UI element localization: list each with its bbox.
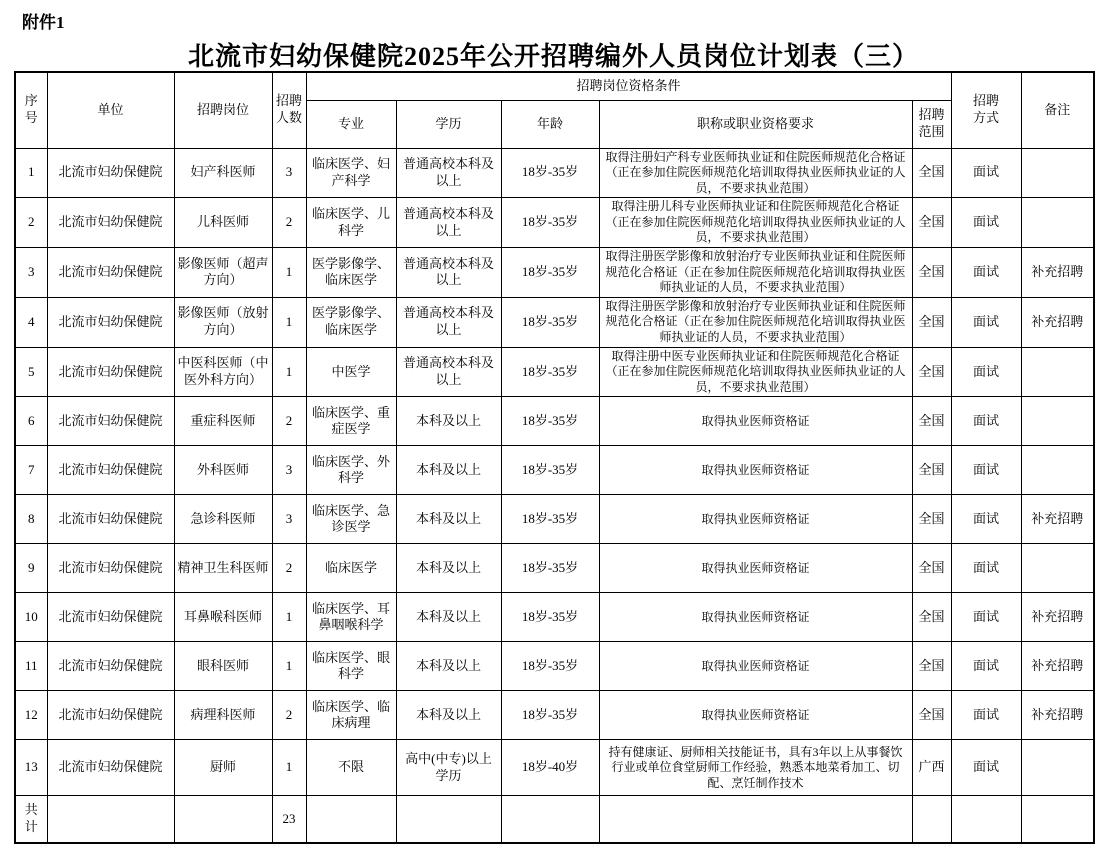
cell-method: 面试 — [951, 495, 1021, 544]
page-title: 北流市妇幼保健院2025年公开招聘编外人员岗位计划表（三） — [187, 42, 919, 71]
cell-count: 3 — [272, 148, 306, 198]
cell-count: 1 — [272, 642, 306, 691]
cell-qualification: 取得注册医学影像和放射治疗专业医师执业证和住院医师规范化合格证（正在参加住院医师规范化培训取得执业医师执业证的人员，不要求执业范围） — [599, 297, 912, 347]
cell-remark — [1021, 148, 1094, 198]
cell-education: 本科及以上 — [396, 495, 501, 544]
cell-unit: 北流市妇幼保健院 — [47, 691, 174, 740]
cell-seq: 7 — [15, 446, 47, 495]
cell-major: 临床医学、急诊医学 — [306, 495, 396, 544]
cell-major: 临床医学、妇产科学 — [306, 148, 396, 198]
cell-count: 1 — [272, 593, 306, 642]
cell-scope: 全国 — [912, 544, 951, 593]
cell-scope: 广西 — [912, 740, 951, 796]
cell-unit: 北流市妇幼保健院 — [47, 642, 174, 691]
cell-seq: 10 — [15, 593, 47, 642]
total-label: 共计 — [15, 796, 47, 843]
cell-qualification: 取得执业医师资格证 — [599, 593, 912, 642]
total-row — [15, 796, 1094, 843]
cell-remark — [1021, 446, 1094, 495]
cell-unit: 北流市妇幼保健院 — [47, 740, 174, 796]
job-plan-table — [14, 71, 1095, 844]
table-row — [15, 297, 1094, 347]
cell-qualification: 取得执业医师资格证 — [599, 495, 912, 544]
cell-unit: 北流市妇幼保健院 — [47, 446, 174, 495]
col-header-remark: 备注 — [1021, 72, 1094, 148]
cell-qualification: 取得执业医师资格证 — [599, 397, 912, 446]
cell-age: 18岁-35岁 — [501, 446, 599, 495]
cell-remark — [1021, 397, 1094, 446]
col-header-method — [951, 72, 1021, 148]
cell-scope: 全国 — [912, 446, 951, 495]
empty-cell — [501, 796, 599, 843]
cell-post: 眼科医师 — [174, 642, 272, 691]
cell-major: 临床医学、外科学 — [306, 446, 396, 495]
cell-count: 1 — [272, 347, 306, 397]
table-row — [15, 347, 1094, 397]
cell-seq: 9 — [15, 544, 47, 593]
cell-post: 儿科医师 — [174, 198, 272, 248]
attachment-label: 附件1 — [22, 13, 65, 32]
col-header-major: 专业 — [306, 100, 396, 148]
cell-education: 普通高校本科及以上 — [396, 347, 501, 397]
cell-age: 18岁-35岁 — [501, 198, 599, 248]
cell-post: 重症科医师 — [174, 397, 272, 446]
cell-method: 面试 — [951, 148, 1021, 198]
cell-seq: 5 — [15, 347, 47, 397]
cell-age: 18岁-35岁 — [501, 297, 599, 347]
cell-major: 不限 — [306, 740, 396, 796]
table-row — [15, 446, 1094, 495]
cell-post: 外科医师 — [174, 446, 272, 495]
cell-method: 面试 — [951, 446, 1021, 495]
cell-remark — [1021, 740, 1094, 796]
cell-post: 精神卫生科医师 — [174, 544, 272, 593]
cell-age: 18岁-35岁 — [501, 148, 599, 198]
cell-qualification: 取得执业医师资格证 — [599, 691, 912, 740]
col-header-qualification: 职称或职业资格要求 — [599, 100, 912, 148]
col-header-post: 招聘岗位 — [174, 72, 272, 148]
cell-scope: 全国 — [912, 297, 951, 347]
table-row — [15, 642, 1094, 691]
cell-education: 本科及以上 — [396, 446, 501, 495]
cell-unit: 北流市妇幼保健院 — [47, 248, 174, 298]
cell-count: 1 — [272, 297, 306, 347]
cell-unit: 北流市妇幼保健院 — [47, 397, 174, 446]
cell-method: 面试 — [951, 397, 1021, 446]
cell-unit: 北流市妇幼保健院 — [47, 148, 174, 198]
cell-remark: 补充招聘 — [1021, 691, 1094, 740]
cell-age: 18岁-35岁 — [501, 642, 599, 691]
cell-post: 病理科医师 — [174, 691, 272, 740]
cell-remark: 补充招聘 — [1021, 248, 1094, 298]
cell-major: 医学影像学、临床医学 — [306, 297, 396, 347]
cell-remark — [1021, 544, 1094, 593]
cell-major: 医学影像学、临床医学 — [306, 248, 396, 298]
cell-qualification: 取得注册医学影像和放射治疗专业医师执业证和住院医师规范化合格证（正在参加住院医师规范化培训取得执业医师执业证的人员，不要求执业范围） — [599, 248, 912, 298]
cell-method: 面试 — [951, 347, 1021, 397]
empty-cell — [599, 796, 912, 843]
empty-cell — [912, 796, 951, 843]
cell-method: 面试 — [951, 544, 1021, 593]
cell-education: 本科及以上 — [396, 397, 501, 446]
cell-major: 临床医学 — [306, 544, 396, 593]
col-header-method-label: 招聘方式 — [972, 93, 999, 126]
cell-method: 面试 — [951, 642, 1021, 691]
empty-cell — [951, 796, 1021, 843]
cell-education: 普通高校本科及以上 — [396, 297, 501, 347]
cell-post: 中医科医师（中医外科方向） — [174, 347, 272, 397]
cell-post: 妇产科医师 — [174, 148, 272, 198]
cell-post: 耳鼻喉科医师 — [174, 593, 272, 642]
total-count: 23 — [272, 796, 306, 843]
cell-education: 本科及以上 — [396, 544, 501, 593]
cell-age: 18岁-40岁 — [501, 740, 599, 796]
cell-method: 面试 — [951, 740, 1021, 796]
cell-qualification: 取得执业医师资格证 — [599, 544, 912, 593]
cell-seq: 3 — [15, 248, 47, 298]
cell-count: 1 — [272, 248, 306, 298]
cell-education: 高中(中专)以上学历 — [396, 740, 501, 796]
cell-qualification: 持有健康证、厨师相关技能证书，具有3年以上从事餐饮行业或单位食堂厨师工作经验，熟悉本地菜肴加工、切配、烹饪制作技术 — [599, 740, 912, 796]
empty-cell — [306, 796, 396, 843]
cell-unit: 北流市妇幼保健院 — [47, 544, 174, 593]
cell-seq: 4 — [15, 297, 47, 347]
cell-age: 18岁-35岁 — [501, 495, 599, 544]
cell-education: 本科及以上 — [396, 642, 501, 691]
col-header-count: 招聘人数 — [272, 72, 306, 148]
cell-scope: 全国 — [912, 691, 951, 740]
table-row — [15, 198, 1094, 248]
cell-count: 2 — [272, 544, 306, 593]
col-header-education: 学历 — [396, 100, 501, 148]
cell-qualification: 取得注册妇产科专业医师执业证和住院医师规范化合格证（正在参加住院医师规范化培训取得执业医师执业证的人员，不要求执业范围） — [599, 148, 912, 198]
cell-age: 18岁-35岁 — [501, 347, 599, 397]
cell-age: 18岁-35岁 — [501, 397, 599, 446]
cell-major: 临床医学、耳鼻咽喉科学 — [306, 593, 396, 642]
cell-method: 面试 — [951, 691, 1021, 740]
cell-education: 本科及以上 — [396, 593, 501, 642]
cell-remark: 补充招聘 — [1021, 593, 1094, 642]
cell-scope: 全国 — [912, 148, 951, 198]
cell-count: 3 — [272, 495, 306, 544]
table-row — [15, 740, 1094, 796]
cell-seq: 11 — [15, 642, 47, 691]
cell-major: 临床医学、临床病理 — [306, 691, 396, 740]
cell-qualification: 取得执业医师资格证 — [599, 446, 912, 495]
table-row — [15, 593, 1094, 642]
cell-post: 影像医师（超声方向） — [174, 248, 272, 298]
cell-education: 普通高校本科及以上 — [396, 148, 501, 198]
cell-scope: 全国 — [912, 495, 951, 544]
cell-count: 3 — [272, 446, 306, 495]
cell-method: 面试 — [951, 593, 1021, 642]
col-header-seq: 序号 — [15, 72, 47, 148]
table-row — [15, 397, 1094, 446]
empty-cell — [174, 796, 272, 843]
cell-unit: 北流市妇幼保健院 — [47, 593, 174, 642]
cell-qualification: 取得注册儿科专业医师执业证和住院医师规范化合格证（正在参加住院医师规范化培训取得执业医师执业证的人员，不要求执业范围） — [599, 198, 912, 248]
cell-count: 2 — [272, 397, 306, 446]
table-row — [15, 495, 1094, 544]
cell-age: 18岁-35岁 — [501, 691, 599, 740]
cell-major: 中医学 — [306, 347, 396, 397]
cell-scope: 全国 — [912, 347, 951, 397]
cell-count: 2 — [272, 198, 306, 248]
empty-cell — [47, 796, 174, 843]
cell-remark: 补充招聘 — [1021, 495, 1094, 544]
cell-major: 临床医学、重症医学 — [306, 397, 396, 446]
cell-age: 18岁-35岁 — [501, 593, 599, 642]
cell-seq: 13 — [15, 740, 47, 796]
table-row — [15, 148, 1094, 198]
cell-post: 厨师 — [174, 740, 272, 796]
cell-seq: 12 — [15, 691, 47, 740]
cell-scope: 全国 — [912, 248, 951, 298]
cell-education: 普通高校本科及以上 — [396, 198, 501, 248]
empty-cell — [1021, 796, 1094, 843]
cell-post: 影像医师（放射方向） — [174, 297, 272, 347]
empty-cell — [396, 796, 501, 843]
cell-remark: 补充招聘 — [1021, 642, 1094, 691]
cell-seq: 8 — [15, 495, 47, 544]
cell-major: 临床医学、儿科学 — [306, 198, 396, 248]
cell-major: 临床医学、眼科学 — [306, 642, 396, 691]
cell-qualification: 取得执业医师资格证 — [599, 642, 912, 691]
cell-age: 18岁-35岁 — [501, 544, 599, 593]
cell-scope: 全国 — [912, 642, 951, 691]
col-header-qual-group: 招聘岗位资格条件 — [306, 72, 951, 100]
col-header-age: 年龄 — [501, 100, 599, 148]
cell-remark — [1021, 347, 1094, 397]
cell-seq: 1 — [15, 148, 47, 198]
col-header-scope: 招聘范围 — [912, 100, 951, 148]
table-row — [15, 544, 1094, 593]
col-header-unit: 单位 — [47, 72, 174, 148]
cell-qualification: 取得注册中医专业医师执业证和住院医师规范化合格证（正在参加住院医师规范化培训取得执业医师执业证的人员，不要求执业范围） — [599, 347, 912, 397]
cell-unit: 北流市妇幼保健院 — [47, 495, 174, 544]
cell-seq: 6 — [15, 397, 47, 446]
cell-scope: 全国 — [912, 397, 951, 446]
cell-education: 普通高校本科及以上 — [396, 248, 501, 298]
cell-method: 面试 — [951, 198, 1021, 248]
cell-unit: 北流市妇幼保健院 — [47, 198, 174, 248]
cell-count: 2 — [272, 691, 306, 740]
table-row — [15, 248, 1094, 298]
table-row — [15, 691, 1094, 740]
cell-remark — [1021, 198, 1094, 248]
cell-unit: 北流市妇幼保健院 — [47, 297, 174, 347]
cell-education: 本科及以上 — [396, 691, 501, 740]
cell-age: 18岁-35岁 — [501, 248, 599, 298]
cell-count: 1 — [272, 740, 306, 796]
cell-method: 面试 — [951, 297, 1021, 347]
cell-unit: 北流市妇幼保健院 — [47, 347, 174, 397]
cell-post: 急诊科医师 — [174, 495, 272, 544]
cell-remark: 补充招聘 — [1021, 297, 1094, 347]
cell-scope: 全国 — [912, 198, 951, 248]
cell-scope: 全国 — [912, 593, 951, 642]
cell-seq: 2 — [15, 198, 47, 248]
cell-method: 面试 — [951, 248, 1021, 298]
